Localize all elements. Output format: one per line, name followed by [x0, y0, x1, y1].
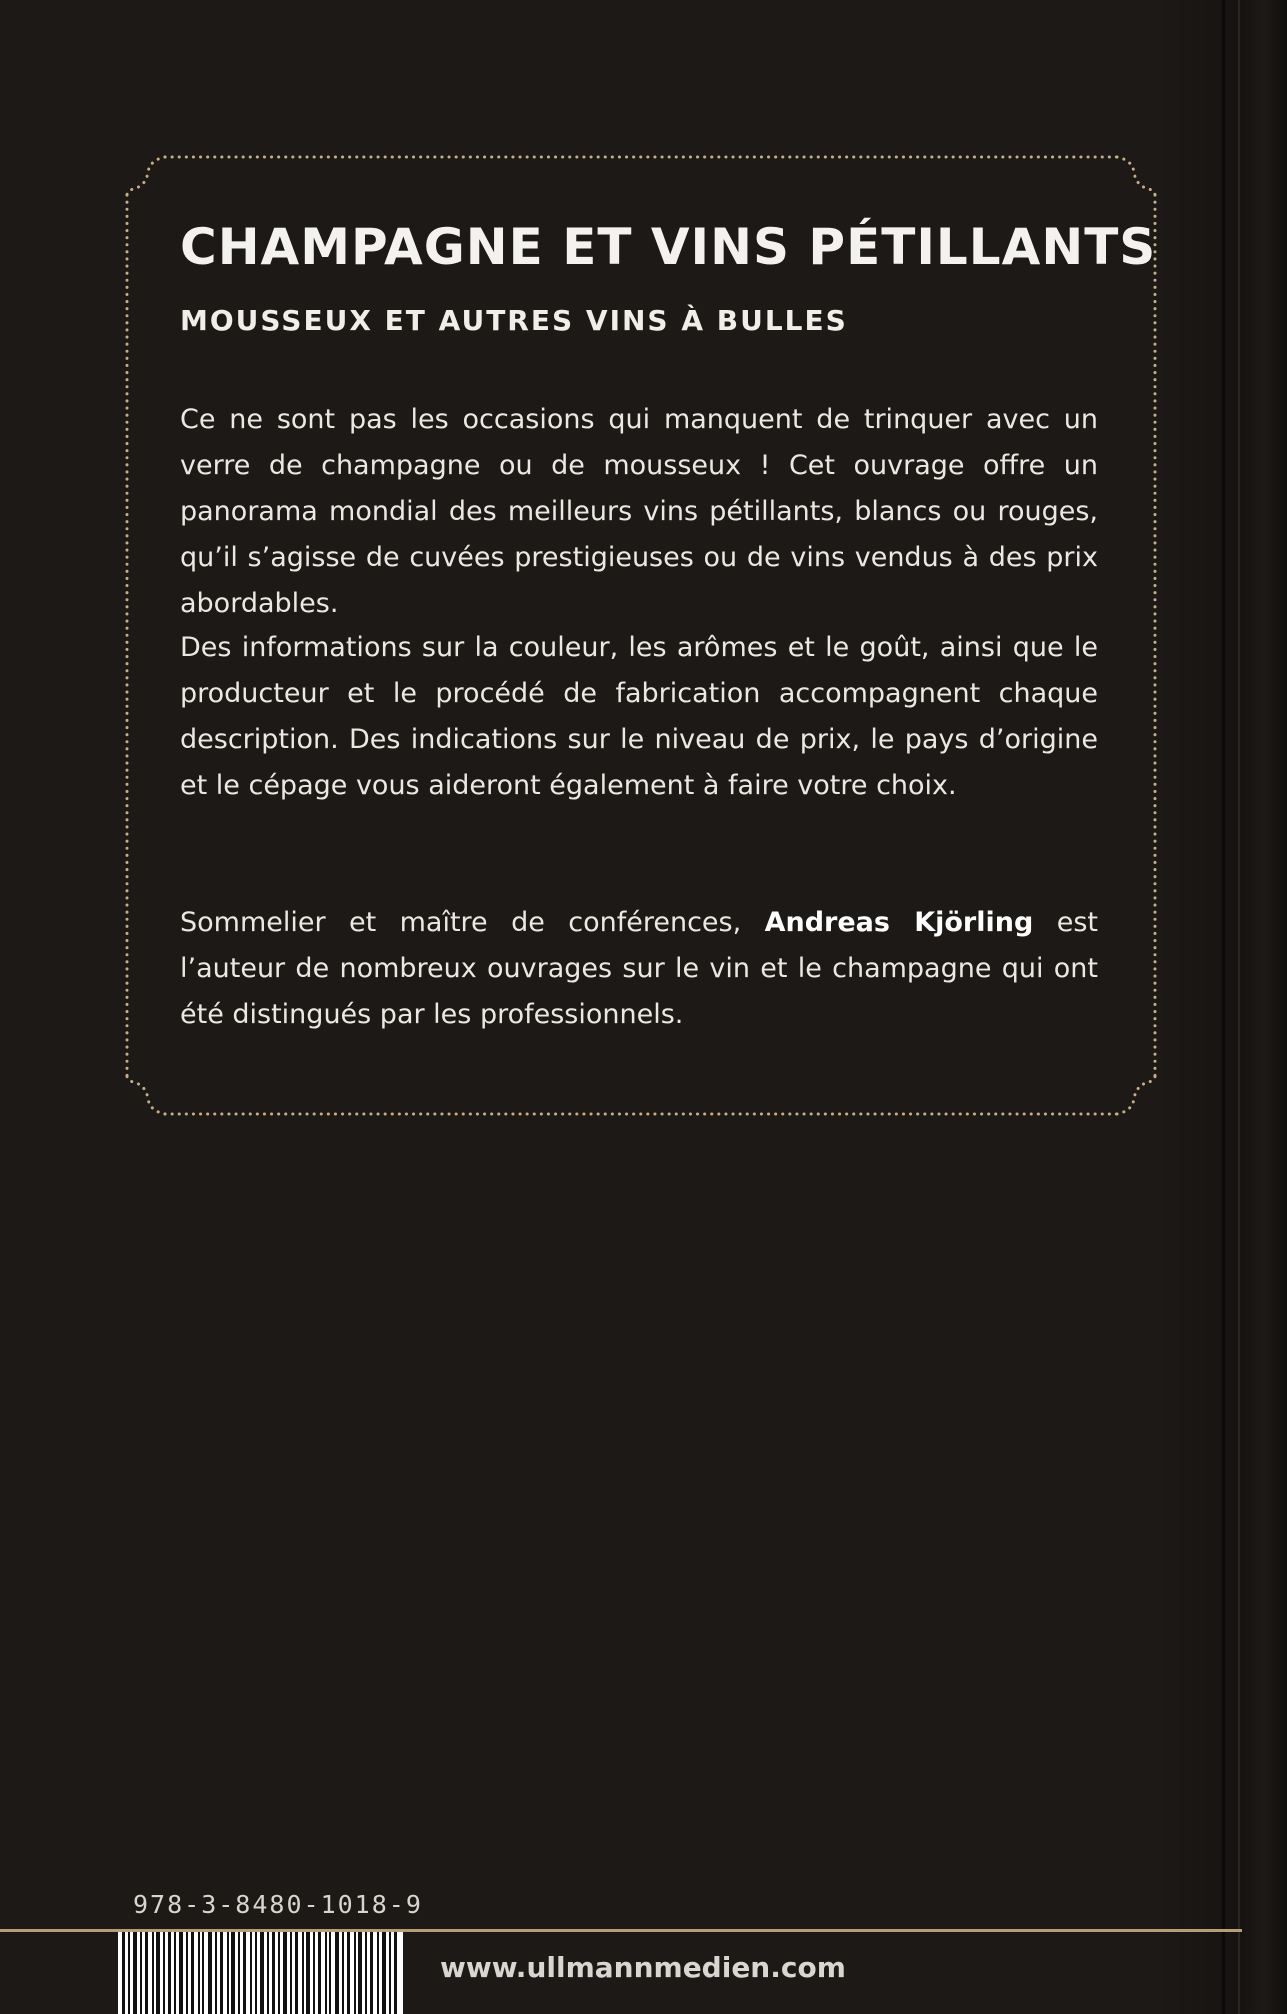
description-paragraph-1: Ce ne sont pas les occasions qui manquent de trinquer avec un verre de champagne ou de mousseux ! Cet ouvrage offre un panorama mondial des meilleurs vins pétillants, blancs ou rouges, qu’il s’agisse de cuvées prestigieuses ou de vins vendus à des prix abordables.	[180, 404, 1098, 619]
publisher-website: www.ullmannmedien.com	[440, 1951, 846, 1984]
isbn-number: 978-3-8480-1018-9	[133, 1890, 423, 1919]
description-paragraph-2: Des informations sur la couleur, les arômes et le goût, ainsi que le producteur et le procédé de fabrication accompagnent chaque description. Des indications sur le niveau de prix, le pays d’origine et le cépage vous aideront également à faire votre choix.	[180, 632, 1098, 801]
book-title: CHAMPAGNE ET VINS PÉTILLANTS	[180, 218, 1157, 276]
author-bio	[180, 900, 1098, 1038]
author-bio-intro: Sommelier et maître de conférences,	[180, 907, 765, 938]
author-name: Andreas Kjörling	[764, 907, 1034, 938]
barcode-icon	[118, 1932, 403, 2014]
book-subtitle: MOUSSEUX ET AUTRES VINS À BULLES	[180, 304, 848, 337]
author-bio-rest: est l’auteur de nombreux ouvrages sur le vin et le champagne qui ont été distingués par les professionnels.	[180, 907, 1098, 1030]
